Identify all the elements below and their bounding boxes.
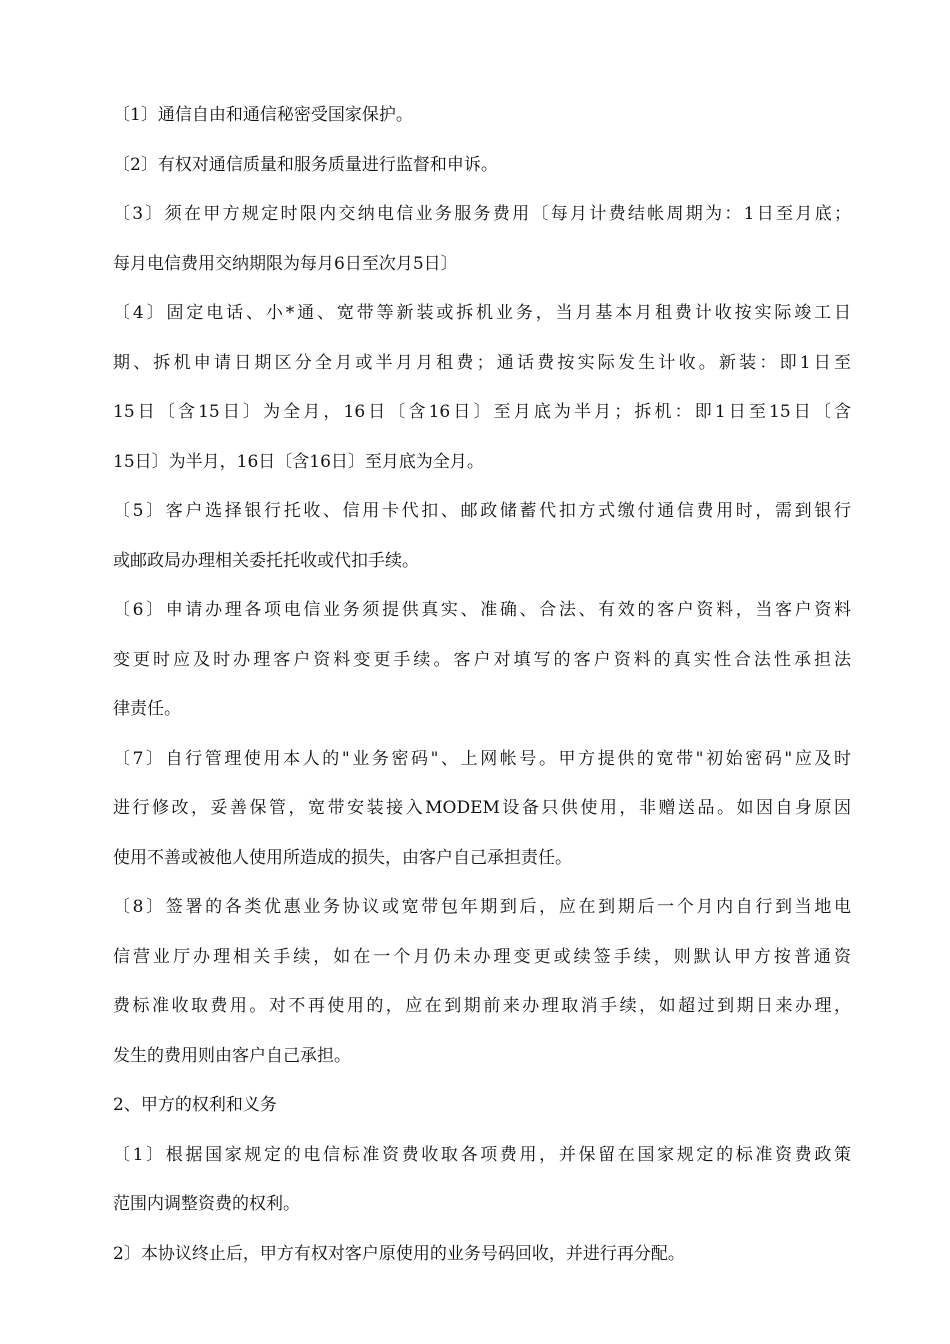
text-line: 〔4〕固定电话、小*通、宽带等新装或拆机业务，当月基本月租费计收按实际竣工日 [113,303,851,323]
text-line: 2〕本协议终止后，甲方有权对客户原使用的业务号码回收，并进行再分配。 [113,1243,685,1264]
text-line: 或邮政局办理相关委托托收或代扣手续。 [113,550,419,571]
text-line: 发生的费用则由客户自己承担。 [113,1045,351,1066]
text-line: 变更时应及时办理客户资料变更手续。客户对填写的客户资料的真实性合法性承担法 [113,649,851,670]
section-heading: 2、甲方的权利和义务 [113,1095,277,1115]
text-line: 期、拆机申请日期区分全月或半月月租费；通话费按实际发生计收。新装：即1日至 [113,352,851,373]
text-line: 律责任。 [113,699,181,719]
text-line: 〔6〕申请办理各项电信业务须提供真实、准确、合法、有效的客户资料，当客户资料 [113,600,851,620]
text-line: 15日〔含15日〕为全月，16日〔含16日〕至月底为半月；拆机：即1日至15日〔含 [113,402,851,422]
text-line: 费标准收取费用。对不再使用的，应在到期前来办理取消手续，如超过到期日来办理， [113,996,851,1016]
text-line: 信营业厅办理相关手续，如在一个月仍未办理变更或续签手续，则默认甲方按普通资 [113,946,851,967]
text-line: 使用不善或被他人使用所造成的损失，由客户自己承担责任。 [113,847,572,868]
text-line: 每月电信费用交纳期限为每月6日至次月5日〕 [113,253,458,274]
text-line: 〔1〕通信自由和通信秘密受国家保护。 [113,105,413,125]
document-body [113,96,851,1284]
text-line: 〔1〕根据国家规定的电信标准资费收取各项费用，并保留在国家规定的标准资费政策 [113,1144,851,1165]
text-line: 〔5〕客户选择银行托收、信用卡代扣、邮政储蓄代扣方式缴付通信费用时，需到银行 [113,501,851,521]
text-line: 〔8〕签署的各类优惠业务协议或宽带包年期到后，应在到期后一个月内自行到当地电 [113,897,851,917]
text-line: 15日〕为半月，16日〔含16日〕至月底为全月。 [113,451,484,472]
text-line: 〔7〕自行管理使用本人的"业务密码"、上网帐号。甲方提供的宽带"初始密码"应及时 [113,748,851,769]
text-line: 〔2〕有权对通信质量和服务质量进行监督和申诉。 [113,154,498,175]
text-line: 进行修改，妥善保管，宽带安装接入MODEM设备只供使用，非赠送品。如因自身原因 [113,798,851,818]
text-line: 范围内调整资费的权利。 [113,1194,300,1214]
text-line: 〔3〕须在甲方规定时限内交纳电信业务服务费用〔每月计费结帐周期为：1日至月底； [113,204,851,224]
